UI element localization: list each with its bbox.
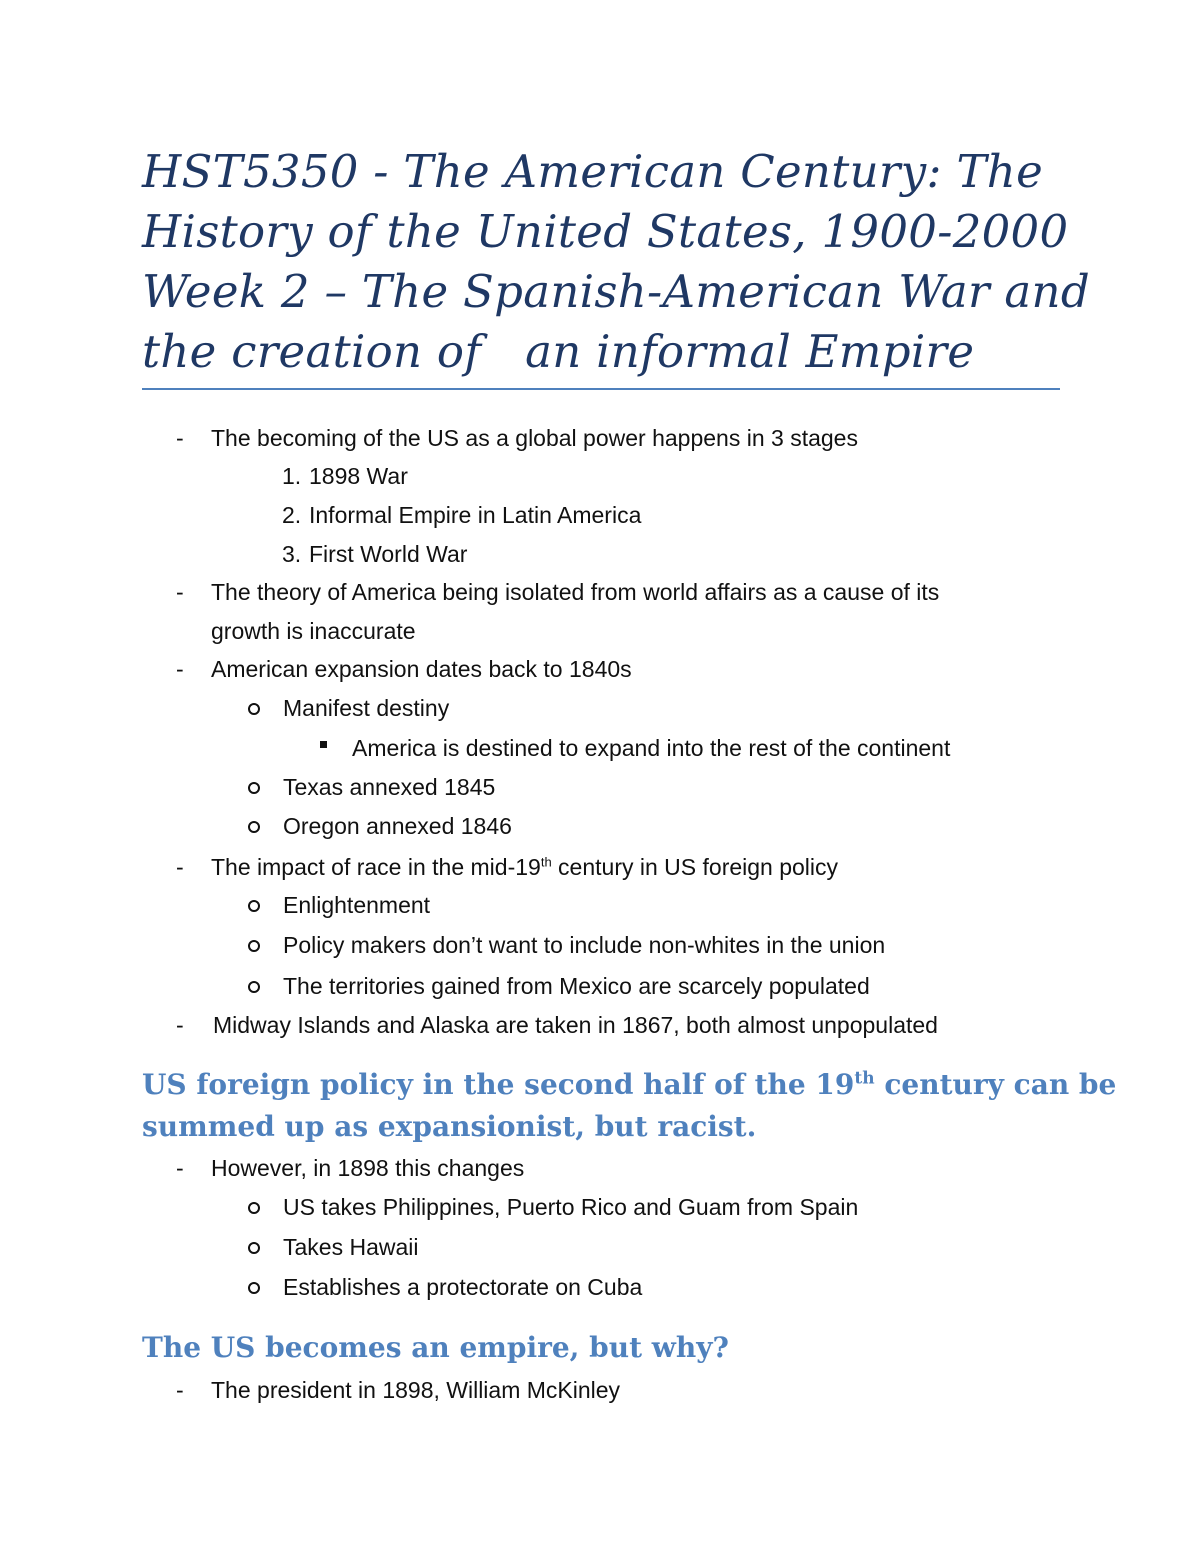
list-item: 1898 War: [309, 463, 408, 489]
title-line-1: HST5350 - The American Century: The: [142, 145, 1044, 198]
circle-bullet-icon: [248, 1202, 260, 1214]
dash-bullet: -: [176, 425, 184, 451]
heading-text: century can be: [874, 1068, 1117, 1101]
list-item: Informal Empire in Latin America: [309, 502, 642, 528]
heading-text: US foreign policy in the second half of the 19: [142, 1068, 855, 1101]
dash-bullet: -: [176, 1155, 184, 1181]
list-item: Manifest destiny: [283, 695, 450, 721]
dash-bullet: -: [176, 1377, 184, 1403]
number-marker: 2.: [282, 502, 302, 528]
superscript: th: [854, 1068, 875, 1089]
list-item-continuation: growth is inaccurate: [211, 618, 416, 644]
list-item: Policy makers don’t want to include non-whites in the union: [283, 932, 886, 958]
list-item: Texas annexed 1845: [283, 774, 496, 800]
number-marker: 1.: [282, 463, 302, 489]
dash-bullet: -: [176, 1012, 184, 1038]
title-line-4: the creation of an informal Empire: [142, 325, 975, 378]
title-underline-rule: [142, 388, 1060, 390]
list-item: Midway Islands and Alaska are taken in 1867, both almost unpopulated: [213, 1012, 938, 1038]
dash-bullet: -: [176, 579, 184, 605]
circle-bullet-icon: [248, 703, 260, 715]
list-item: The becoming of the US as a global power happens in 3 stages: [211, 425, 858, 451]
circle-bullet-icon: [248, 782, 260, 794]
circle-bullet-icon: [248, 821, 260, 833]
circle-bullet-icon: [248, 900, 260, 912]
list-item: First World War: [309, 541, 468, 567]
list-item: America is destined to expand into the rest of the continent: [352, 735, 951, 761]
circle-bullet-icon: [248, 1282, 260, 1294]
circle-bullet-icon: [248, 1242, 260, 1254]
list-item: The theory of America being isolated from world affairs as a cause of its: [211, 579, 940, 605]
section-heading-line-2: summed up as expansionist, but racist.: [142, 1110, 757, 1143]
circle-bullet-icon: [248, 940, 260, 952]
title-line-2: History of the United States, 1900-2000: [142, 205, 1069, 258]
document-title: [142, 142, 1090, 382]
list-item-text: century in US foreign policy: [551, 854, 839, 880]
dash-bullet: -: [176, 854, 184, 880]
superscript: th: [540, 854, 552, 870]
list-item: The president in 1898, William McKinley: [211, 1377, 621, 1403]
list-item: The territories gained from Mexico are scarcely populated: [283, 973, 870, 999]
section-heading: The US becomes an empire, but why?: [142, 1331, 729, 1364]
number-marker: 3.: [282, 541, 302, 567]
list-item: [211, 851, 838, 883]
list-item: US takes Philippines, Puerto Rico and Guam from Spain: [283, 1194, 859, 1220]
title-line-3: Week 2 – The Spanish-American War and: [142, 265, 1090, 318]
list-item: However, in 1898 this changes: [211, 1155, 525, 1181]
list-item: Enlightenment: [283, 892, 431, 918]
dash-bullet: -: [176, 656, 184, 682]
section-heading-line-1: [142, 1064, 1116, 1106]
list-item: Establishes a protectorate on Cuba: [283, 1274, 643, 1300]
list-item-text: The impact of race in the mid-19: [211, 854, 541, 880]
list-item: American expansion dates back to 1840s: [211, 656, 632, 682]
square-bullet-icon: [320, 741, 327, 748]
list-item: Oregon annexed 1846: [283, 813, 512, 839]
circle-bullet-icon: [248, 981, 260, 993]
list-item: Takes Hawaii: [283, 1234, 419, 1260]
